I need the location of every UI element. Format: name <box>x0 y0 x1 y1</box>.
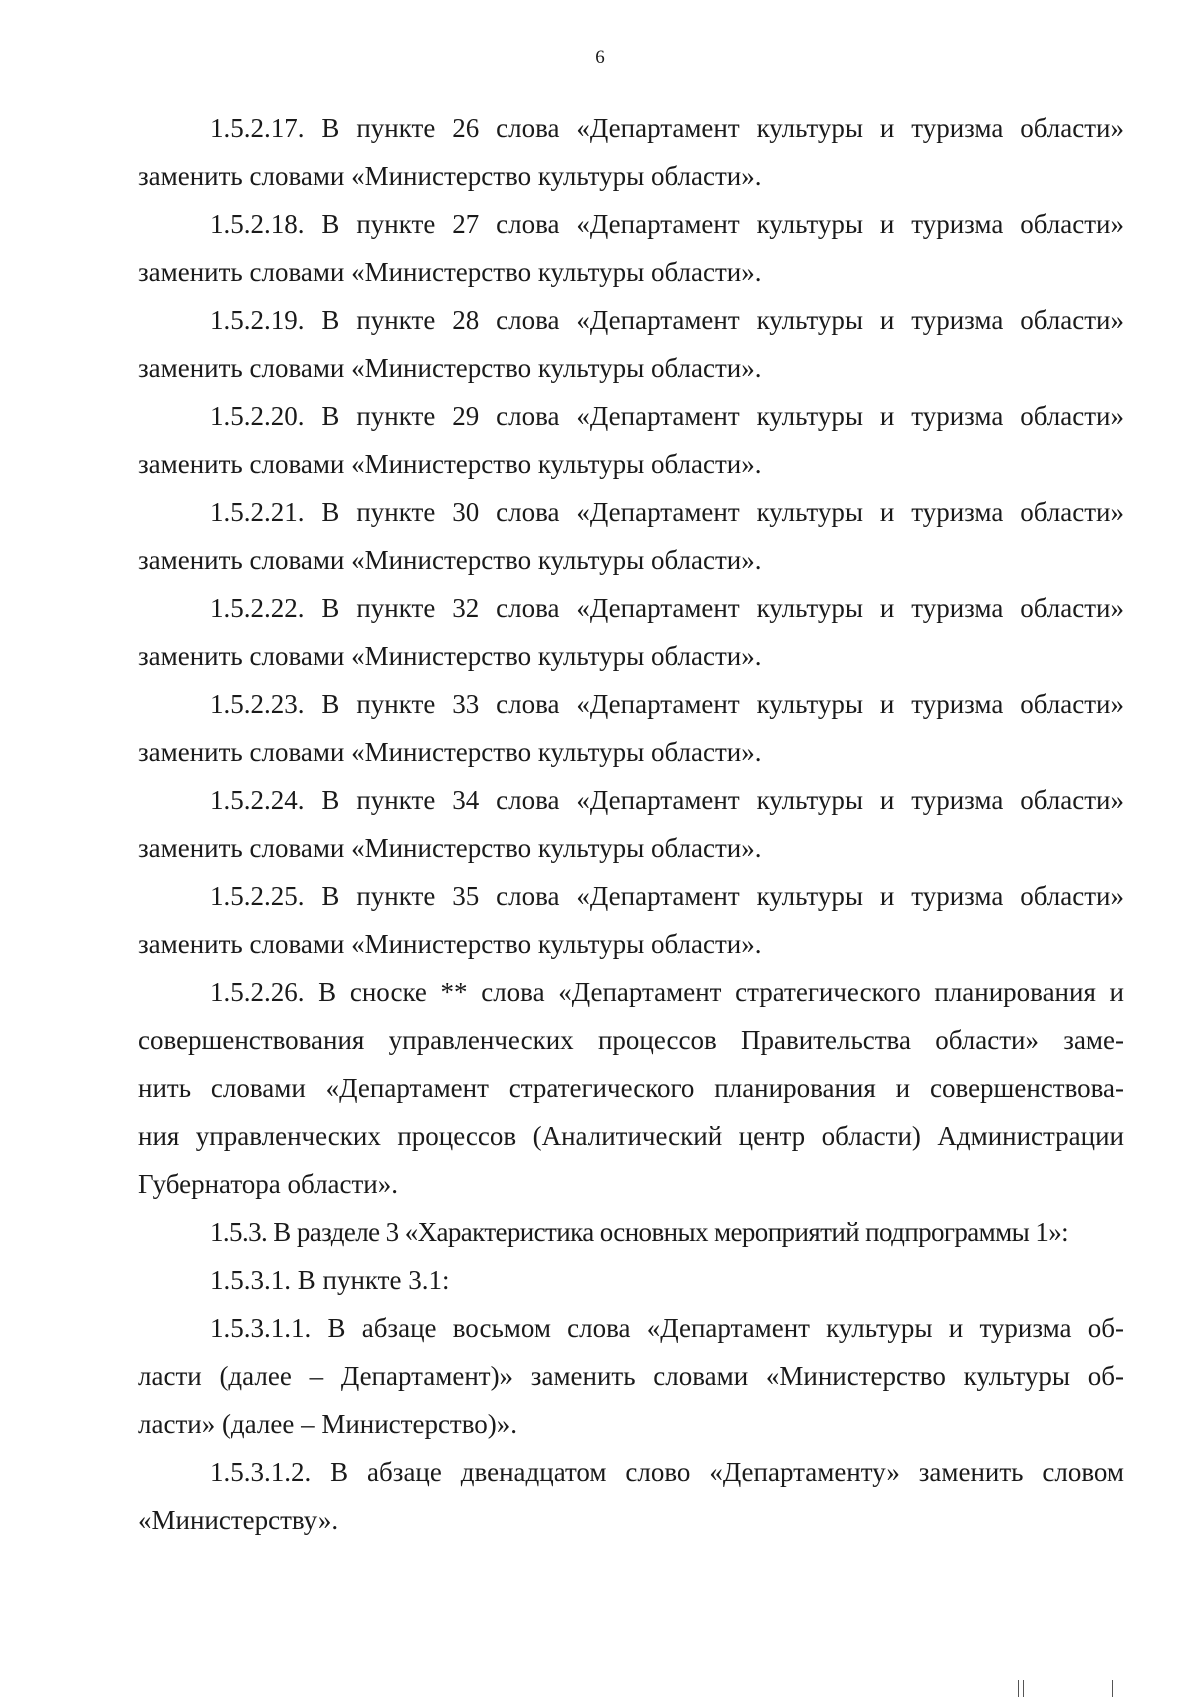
paragraph-1-5-2-17 <box>138 104 1124 200</box>
paragraph-line: 1.5.2.25. В пункте 35 слова «Департамент культуры и туризма области» <box>210 881 1124 911</box>
paragraph-1-5-2-25 <box>138 872 1124 968</box>
paragraph-line: заменить словами «Министерство культуры области». <box>138 737 762 767</box>
paragraph-line: 1.5.2.18. В пункте 27 слова «Департамент культуры и туризма области» <box>210 209 1124 239</box>
paragraph-line: 1.5.2.26. В сноске ** слова «Департамент стратегического планирования и <box>210 977 1124 1007</box>
paragraph-1-5-3-1-1 <box>138 1304 1124 1448</box>
paragraph-1-5-2-24 <box>138 776 1124 872</box>
paragraph-line: 1.5.2.22. В пункте 32 слова «Департамент культуры и туризма области» <box>210 593 1124 623</box>
paragraph-1-5-2-22 <box>138 584 1124 680</box>
paragraph-line: 1.5.2.17. В пункте 26 слова «Департамент культуры и туризма области» <box>210 113 1124 143</box>
paragraph-line: 1.5.3.1. В пункте 3.1: <box>210 1265 450 1295</box>
paragraph-line: Губернатора области». <box>138 1169 399 1199</box>
paragraph-line: 1.5.2.23. В пункте 33 слова «Департамент культуры и туризма области» <box>210 689 1124 719</box>
paragraph-1-5-2-23 <box>138 680 1124 776</box>
paragraph-line: 1.5.2.21. В пункте 30 слова «Департамент культуры и туризма области» <box>210 497 1124 527</box>
scan-edge-mark <box>1018 1680 1019 1697</box>
scan-edge-mark <box>1023 1680 1024 1697</box>
paragraph-line: заменить словами «Министерство культуры области». <box>138 545 762 575</box>
paragraph-line: 1.5.2.20. В пункте 29 слова «Департамент культуры и туризма области» <box>210 401 1124 431</box>
paragraph-line: заменить словами «Министерство культуры области». <box>138 161 762 191</box>
paragraph-1-5-2-26 <box>138 968 1124 1208</box>
paragraph-1-5-2-18 <box>138 200 1124 296</box>
scan-edge-mark <box>1112 1680 1113 1697</box>
paragraph-line: заменить словами «Министерство культуры области». <box>138 353 762 383</box>
paragraph-line: ласти (далее – Департамент)» заменить словами «Министерство культуры об- <box>138 1361 1124 1391</box>
paragraph-1-5-2-21 <box>138 488 1124 584</box>
paragraph-line: заменить словами «Министерство культуры области». <box>138 449 762 479</box>
paragraph-1-5-3-1 <box>138 1256 1124 1304</box>
paragraph-line: заменить словами «Министерство культуры области». <box>138 929 762 959</box>
paragraph-line: 1.5.3.1.2. В абзаце двенадцатом слово «Департаменту» заменить словом <box>210 1457 1124 1487</box>
paragraph-line: ласти» (далее – Министерство)». <box>138 1409 518 1439</box>
paragraph-line: заменить словами «Министерство культуры области». <box>138 833 762 863</box>
paragraph-line: заменить словами «Министерство культуры области». <box>138 257 762 287</box>
paragraph-line: 1.5.3. В разделе 3 «Характеристика основных мероприятий подпрограммы 1»: <box>210 1217 1069 1247</box>
paragraph-line: 1.5.2.24. В пункте 34 слова «Департамент культуры и туризма области» <box>210 785 1124 815</box>
paragraph-line: заменить словами «Министерство культуры области». <box>138 641 762 671</box>
paragraph-line: ния управленческих процессов (Аналитический центр области) Администрации <box>138 1121 1124 1151</box>
paragraph-line: «Министерству». <box>138 1505 339 1535</box>
paragraph-line: совершенствования управленческих процессов Правительства области» заме- <box>138 1025 1124 1055</box>
page-number: 6 <box>595 47 605 68</box>
document-body <box>138 104 1124 1544</box>
paragraph-line: 1.5.2.19. В пункте 28 слова «Департамент культуры и туризма области» <box>210 305 1124 335</box>
paragraph-1-5-2-19 <box>138 296 1124 392</box>
paragraph-line: 1.5.3.1.1. В абзаце восьмом слова «Департамент культуры и туризма об- <box>210 1313 1124 1343</box>
paragraph-1-5-3 <box>138 1208 1124 1256</box>
paragraph-1-5-2-20 <box>138 392 1124 488</box>
paragraph-line: нить словами «Департамент стратегического планирования и совершенствова- <box>138 1073 1124 1103</box>
paragraph-1-5-3-1-2 <box>138 1448 1124 1544</box>
